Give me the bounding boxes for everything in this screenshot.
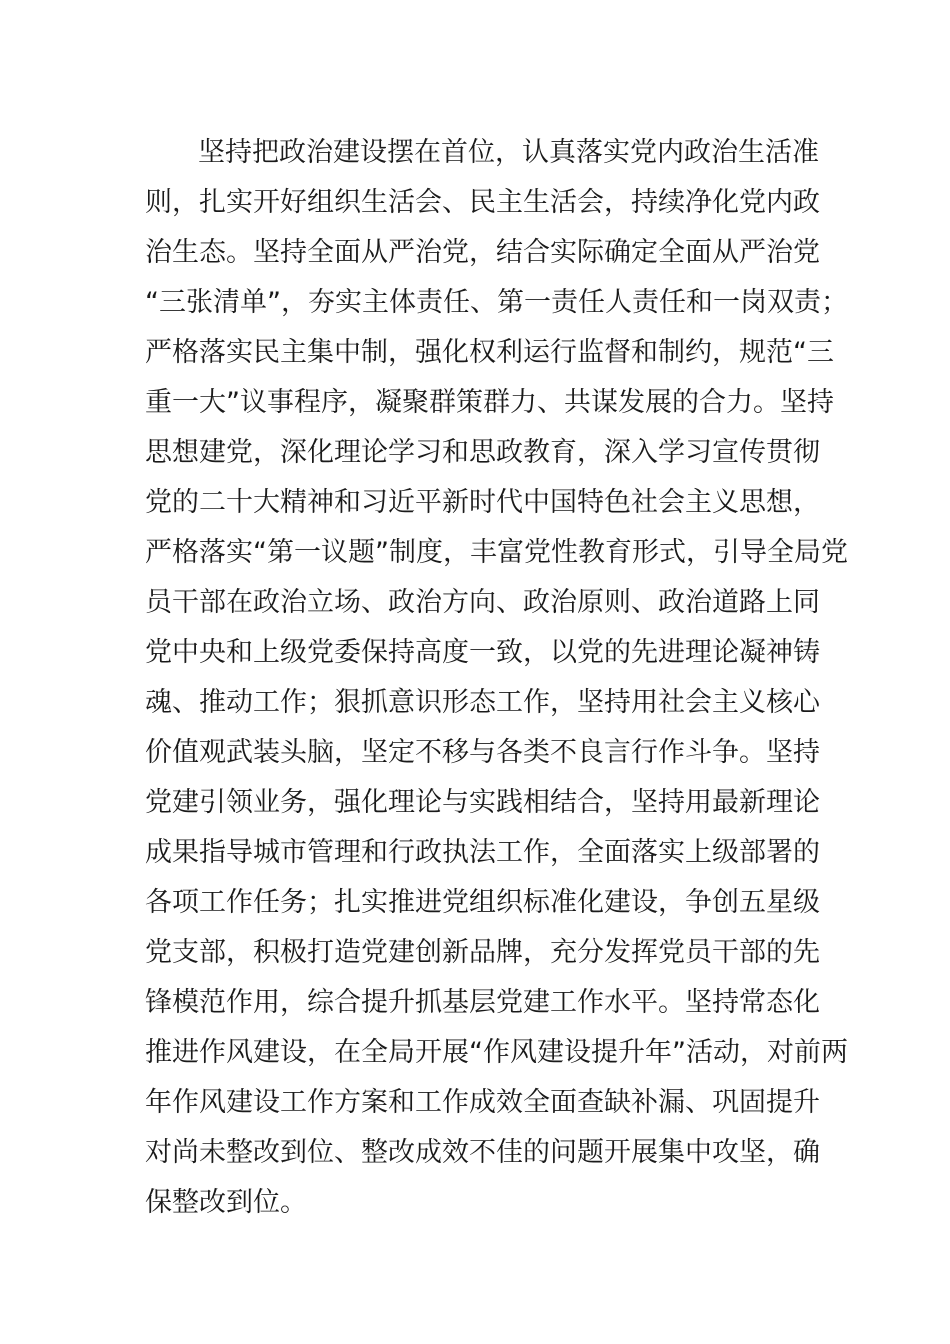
paragraph-line: 对尚未整改到位、整改成效不佳的问题开展集中攻坚，确	[145, 1137, 820, 1168]
paragraph-line: 价值观武装头脑，坚定不移与各类不良言行作斗争。坚持	[145, 737, 820, 768]
paragraph-line: 严格落实“第一议题”制度，丰富党性教育形式，引导全局党	[145, 537, 848, 568]
paragraph-line: 魂、推动工作；狠抓意识形态工作，坚持用社会主义核心	[145, 687, 820, 718]
paragraph-line: 思想建党，深化理论学习和思政教育，深入学习宣传贯彻	[145, 437, 820, 468]
paragraph-line: 治生态。坚持全面从严治党，结合实际确定全面从严治党	[145, 237, 820, 268]
body-paragraph	[145, 128, 848, 1228]
paragraph-line: 推进作风建设，在全局开展“作风建设提升年”活动，对前两	[145, 1037, 848, 1068]
paragraph-line: 严格落实民主集中制，强化权利运行监督和制约，规范“三	[145, 337, 834, 368]
paragraph-line: 党建引领业务，强化理论与实践相结合，坚持用最新理论	[145, 787, 820, 818]
paragraph-line: 锋模范作用，综合提升抓基层党建工作水平。坚持常态化	[145, 987, 820, 1018]
paragraph-line: 则，扎实开好组织生活会、民主生活会，持续净化党内政	[145, 187, 820, 218]
paragraph-line: 员干部在政治立场、政治方向、政治原则、政治道路上同	[145, 587, 820, 618]
paragraph-line: 党支部，积极打造党建创新品牌，充分发挥党员干部的先	[145, 937, 820, 968]
paragraph-line: 年作风建设工作方案和工作成效全面查缺补漏、巩固提升	[145, 1087, 820, 1118]
paragraph-line: 成果指导城市管理和行政执法工作，全面落实上级部署的	[145, 837, 820, 868]
paragraph-line: 各项工作任务；扎实推进党组织标准化建设，争创五星级	[145, 887, 820, 918]
paragraph-line: 重一大”议事程序，凝聚群策群力、共谋发展的合力。坚持	[145, 387, 834, 418]
paragraph-line: 党的二十大精神和习近平新时代中国特色社会主义思想，	[145, 487, 820, 518]
paragraph-line: “三张清单”，夯实主体责任、第一责任人责任和一岗双责；	[145, 287, 848, 318]
paragraph-line: 党中央和上级党委保持高度一致，以党的先进理论凝神铸	[145, 637, 820, 668]
paragraph-line: 保整改到位。	[145, 1187, 307, 1218]
paragraph-line: 坚持把政治建设摆在首位，认真落实党内政治生活准	[198, 137, 819, 168]
